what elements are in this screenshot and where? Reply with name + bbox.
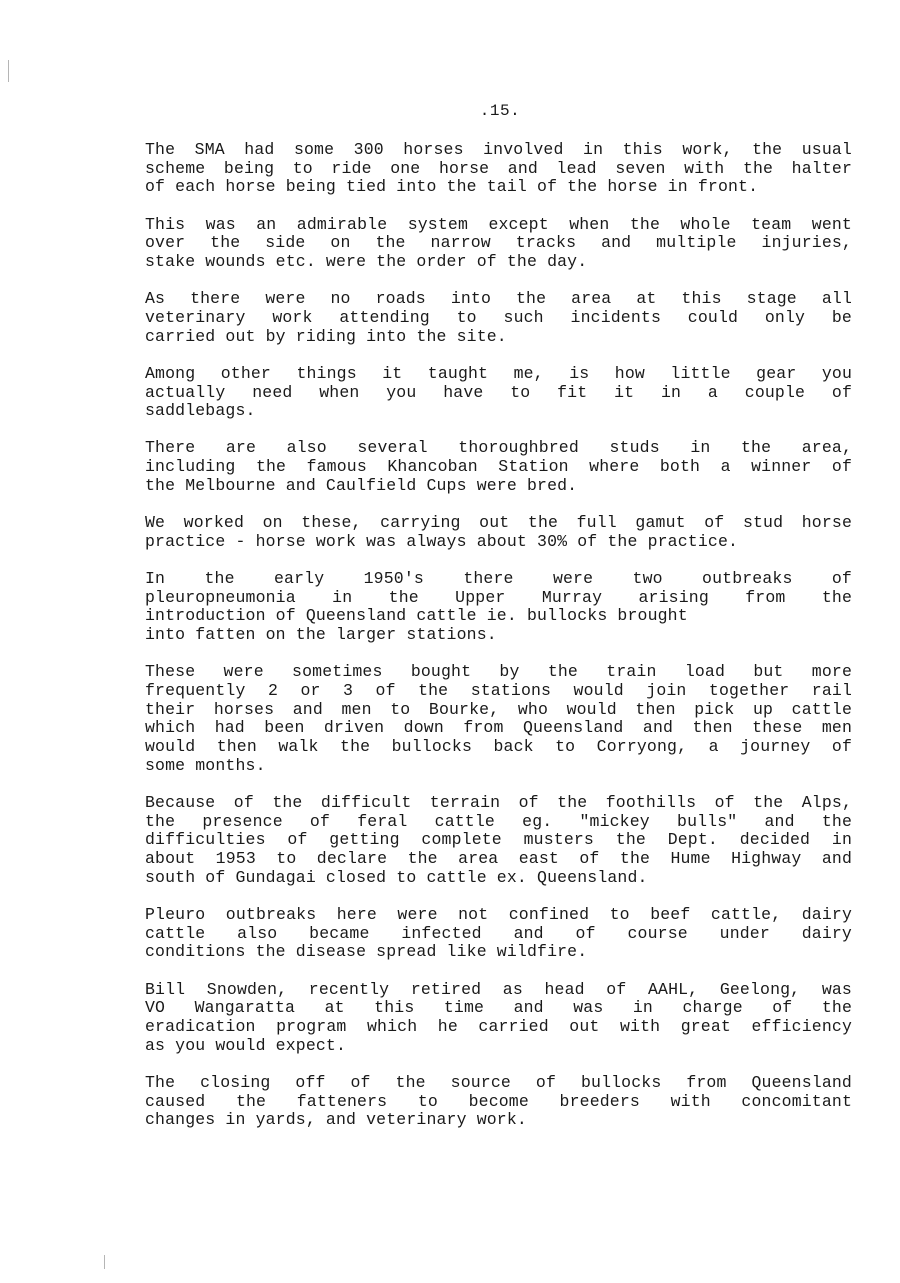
text-line: the presence of feral cattle eg. "mickey bulls" and the [145, 811, 852, 831]
paragraph [145, 439, 852, 495]
text-line: of each horse being tied into the tail of the horse in front. [145, 177, 759, 197]
text-line: frequently 2 or 3 of the stations would join together rail [145, 680, 852, 700]
text-line: In the early 1950's there were two outbreaks of [145, 568, 852, 588]
paragraph [145, 514, 852, 551]
text-line: about 1953 to declare the area east of the Hume Highway and [145, 849, 852, 869]
text-line: Pleuro outbreaks here were not confined to beef cattle, dairy [145, 905, 852, 924]
scan-edge-mark [104, 1255, 105, 1269]
text-line: These were sometimes bought by the train load but more [145, 662, 852, 682]
text-line: south of Gundagai closed to cattle ex. Queensland. [145, 867, 648, 887]
paragraph [145, 290, 852, 346]
text-line: introduction of Queensland cattle ie. bullocks brought [145, 606, 688, 626]
text-line: VO Wangaratta at this time and was in charge of the [145, 998, 852, 1018]
text-line: stake wounds etc. were the order of the day. [145, 252, 588, 272]
paragraph [145, 216, 852, 272]
text-line: Because of the difficult terrain of the foothills of the Alps, [145, 792, 852, 812]
text-line: caused the fatteners to become breeders with concomitant [145, 1091, 852, 1111]
paragraph [145, 663, 852, 775]
paragraph [145, 1074, 852, 1130]
paragraph [145, 570, 852, 645]
paragraph [145, 365, 852, 421]
paragraph [145, 141, 852, 197]
text-line: their horses and men to Bourke, who would then pick up cattle [145, 699, 852, 719]
text-line: changes in yards, and veterinary work. [145, 1110, 527, 1130]
text-line: The SMA had some 300 horses involved in this work, the usual [145, 140, 852, 159]
text-line: carried out by riding into the site. [145, 326, 507, 346]
text-line: We worked on these, carrying out the full gamut of stud horse [145, 513, 852, 533]
text-line: cattle also became infected and of course under dairy [145, 923, 852, 943]
text-line: as you would expect. [145, 1035, 347, 1055]
text-line: As there were no roads into the area at this stage all [145, 289, 852, 309]
text-line: some months. [145, 755, 266, 775]
text-line: would then walk the bullocks back to Corryong, a journey of [145, 737, 852, 757]
text-line: Bill Snowden, recently retired as head of AAHL, Geelong, was [145, 979, 852, 999]
text-line: actually need when you have to fit it in a couple of [145, 382, 852, 402]
text-line: which had been driven down from Queensland and then these men [145, 718, 852, 738]
paragraph [145, 906, 852, 962]
text-line: into fatten on the larger stations. [145, 625, 497, 645]
paragraph [145, 981, 852, 1056]
text-line: veterinary work attending to such incidents could only be [145, 307, 852, 327]
text-line: scheme being to ride one horse and lead seven with the halter [145, 158, 852, 178]
text-line: The closing off of the source of bullocks from Queensland [145, 1072, 852, 1092]
text-line: including the famous Khancoban Station where both a winner of [145, 457, 852, 477]
text-line: There are also several thoroughbred studs in the area, [145, 438, 852, 458]
paragraph [145, 794, 852, 888]
text-line: pleuropneumonia in the Upper Murray arising from the [145, 587, 852, 607]
text-line: eradication program which he carried out with great efficiency [145, 1017, 852, 1037]
text-line: difficulties of getting complete musters the Dept. decided in [145, 830, 852, 850]
body-text [145, 141, 852, 1149]
page-number: .15. [479, 102, 521, 120]
text-line: This was an admirable system except when the whole team went [145, 214, 852, 234]
text-line: saddlebags. [145, 401, 256, 421]
scan-edge-mark [8, 60, 9, 82]
text-line: conditions the disease spread like wildfire. [145, 942, 588, 962]
text-line: the Melbourne and Caulfield Cups were bred. [145, 475, 578, 495]
text-line: over the side on the narrow tracks and multiple injuries, [145, 233, 852, 253]
text-line: practice - horse work was always about 30% of the practice. [145, 531, 739, 551]
text-line: Among other things it taught me, is how little gear you [145, 363, 852, 383]
